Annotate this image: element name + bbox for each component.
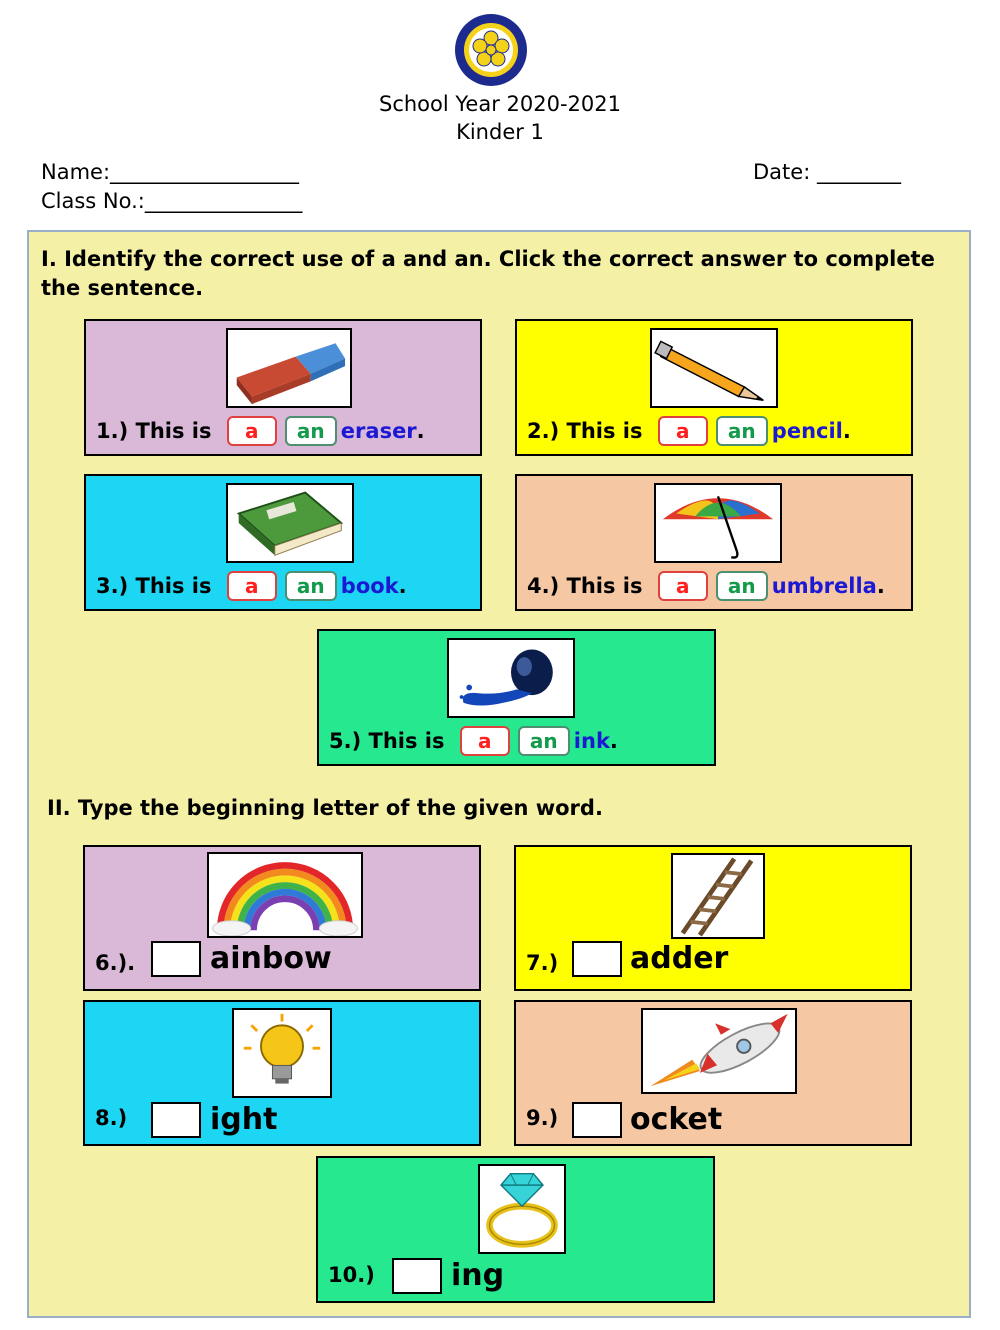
letter-input[interactable] xyxy=(572,1102,622,1138)
noun-label: umbrella xyxy=(771,574,877,598)
option-an-button[interactable]: an xyxy=(285,571,337,601)
option-an-button[interactable]: an xyxy=(518,726,570,756)
letter-input[interactable] xyxy=(572,941,622,977)
section1-instruction: I. Identify the correct use of a and an. Click the correct answer to complete the sentence. xyxy=(41,247,935,300)
option-an-button[interactable]: an xyxy=(716,416,768,446)
noun-label: book xyxy=(340,574,399,598)
question-card-5: 5.) This is a an ink . xyxy=(317,629,716,766)
question-8-number: 8.) xyxy=(95,1106,128,1130)
option-an-button[interactable]: an xyxy=(716,571,768,601)
ladder-icon xyxy=(671,853,765,939)
question-card-6 xyxy=(83,845,481,991)
question-4-text: 4.) This is xyxy=(527,574,650,598)
letter-input[interactable] xyxy=(392,1258,442,1294)
letter-input[interactable] xyxy=(151,941,201,977)
option-an-button[interactable]: an xyxy=(285,416,337,446)
question-1-text: 1.) This is xyxy=(96,419,219,443)
question-9-number: 9.) xyxy=(526,1106,559,1130)
grade-level-title: Kinder 1 xyxy=(456,120,544,144)
word-ending: ainbow xyxy=(210,941,332,976)
question-10-number: 10.) xyxy=(328,1263,375,1287)
school-year-title: School Year 2020-2021 xyxy=(379,92,621,116)
rocket-icon xyxy=(641,1008,797,1094)
letter-input[interactable] xyxy=(151,1102,201,1138)
option-a-button[interactable]: a xyxy=(658,416,708,446)
option-a-button[interactable]: a xyxy=(460,726,510,756)
book-icon xyxy=(226,483,354,563)
question-card-7 xyxy=(514,845,912,991)
word-ending: adder xyxy=(630,941,729,976)
question-2-text: 2.) This is xyxy=(527,419,650,443)
rainbow-icon xyxy=(207,852,363,938)
question-card-9 xyxy=(514,1000,912,1146)
question-card-2: 2.) This is a an pencil . xyxy=(515,319,913,456)
name-field[interactable]: Name:__________________ xyxy=(41,160,300,184)
question-7-number: 7.) xyxy=(526,951,559,975)
option-a-button[interactable]: a xyxy=(227,416,277,446)
word-ending: ing xyxy=(451,1258,505,1293)
noun-label: eraser xyxy=(340,419,417,443)
question-5-text: 5.) This is xyxy=(329,729,452,753)
school-logo-icon xyxy=(453,12,529,88)
pencil-icon xyxy=(650,328,778,408)
question-card-4: 4.) This is a an umbrella . xyxy=(515,474,913,611)
option-a-button[interactable]: a xyxy=(227,571,277,601)
option-a-button[interactable]: a xyxy=(658,571,708,601)
noun-label: pencil xyxy=(771,419,843,443)
question-card-8 xyxy=(83,1000,481,1146)
noun-label: ink xyxy=(573,729,610,753)
umbrella-icon xyxy=(654,483,782,563)
question-card-10 xyxy=(316,1156,715,1303)
class-number-field[interactable]: Class No.:_______________ xyxy=(41,189,303,213)
word-ending: ight xyxy=(210,1102,278,1137)
question-card-3: 3.) This is a an book . xyxy=(84,474,482,611)
light-bulb-icon xyxy=(232,1008,332,1098)
date-field[interactable]: Date: ________ xyxy=(753,160,901,184)
question-card-1: 1.) This is a an eraser . xyxy=(84,319,482,456)
section2-instruction: II. Type the beginning letter of the given word. xyxy=(47,796,603,820)
ring-icon xyxy=(478,1164,566,1254)
question-3-text: 3.) This is xyxy=(96,574,219,598)
ink-icon xyxy=(447,638,575,718)
eraser-icon xyxy=(226,328,352,408)
question-6-number: 6.). xyxy=(95,951,136,975)
word-ending: ocket xyxy=(630,1102,723,1137)
